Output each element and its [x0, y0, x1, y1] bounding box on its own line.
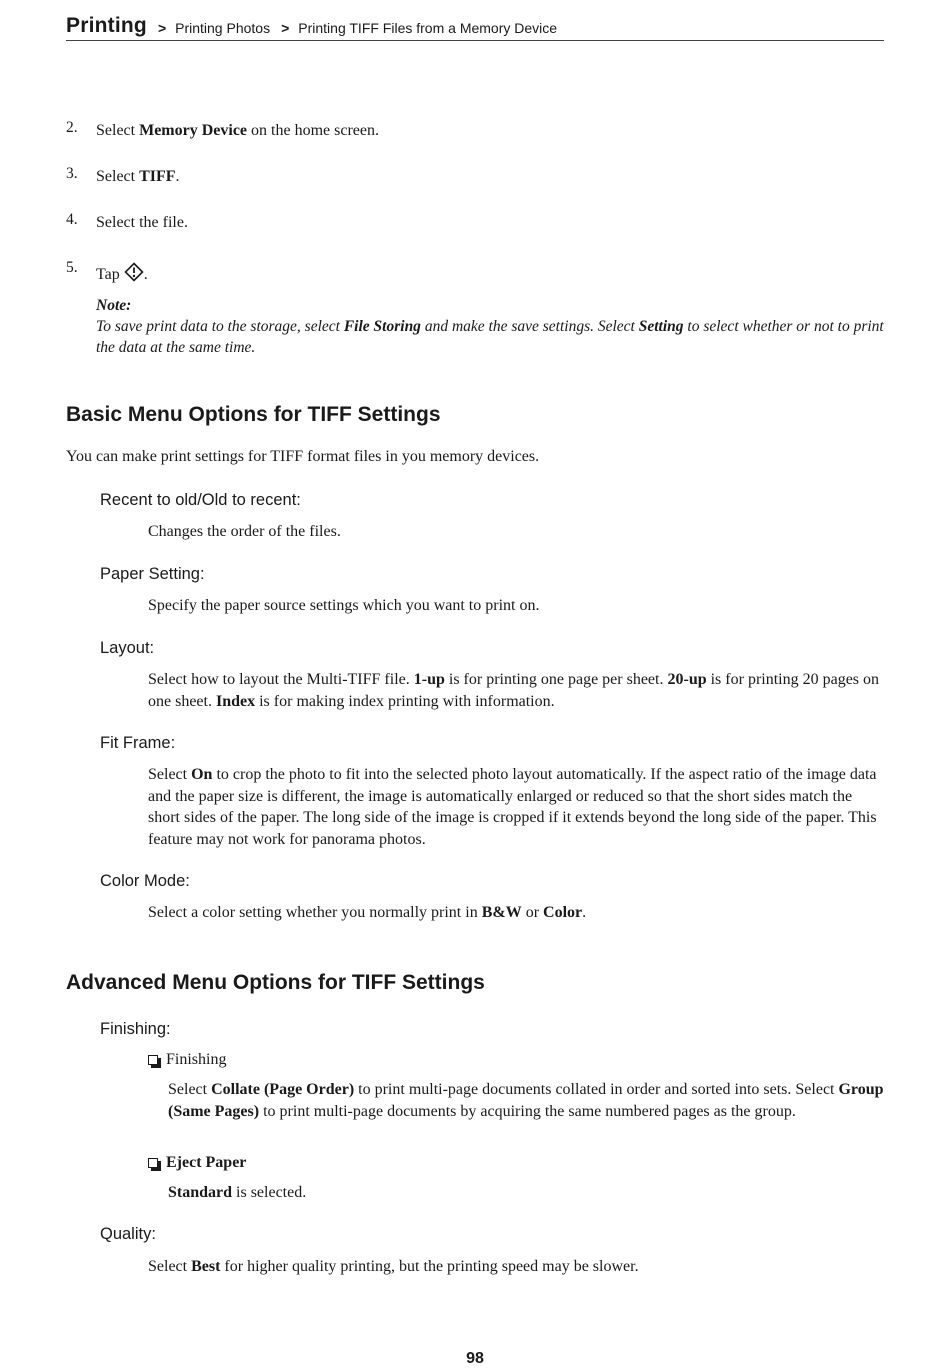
desc-text: for higher quality printing, but the printing speed may be slower.: [220, 1258, 639, 1275]
breadcrumb-separator: >: [281, 20, 290, 36]
breadcrumb-section: Printing: [66, 14, 147, 37]
desc-text: Select: [148, 766, 192, 783]
breadcrumb: [66, 12, 884, 41]
option-term-quality: Quality:: [100, 1225, 156, 1243]
page-number: 98: [466, 1350, 484, 1367]
step-text-part: .: [175, 168, 180, 185]
step-keyword: Memory Device: [139, 122, 248, 139]
step-text: Select the file.: [96, 214, 188, 231]
desc-keyword: Collate (Page Order): [211, 1081, 355, 1098]
option-term-finishing: Finishing:: [100, 1020, 171, 1038]
list-item-label: Finishing: [166, 1051, 227, 1068]
desc-text: .: [582, 904, 587, 921]
option-term-recent: Recent to old/Old to recent:: [100, 491, 301, 509]
note-text: To save print data to the storage, select: [96, 318, 344, 335]
desc-text: Select: [168, 1081, 212, 1098]
desc-keyword: Index: [215, 692, 256, 710]
breadcrumb-separator: >: [157, 20, 167, 36]
step-number: 3.: [66, 165, 78, 182]
step-text-part: Select: [96, 122, 140, 139]
step-number: 4.: [66, 211, 78, 228]
note-block: [96, 295, 886, 358]
step-text-part: .: [143, 266, 148, 283]
option-term-color-mode: Color Mode:: [100, 872, 190, 890]
checkbox-bullet-icon: [148, 1158, 158, 1168]
option-term-fit-frame: Fit Frame:: [100, 734, 176, 752]
step-number: 2.: [66, 119, 78, 136]
note-label: Note:: [96, 297, 132, 314]
note-text: and make the save settings. Select: [420, 318, 639, 335]
desc-text: to print multi-page documents by acquiring the same numbered pages as the group.: [259, 1102, 796, 1120]
list-item: [148, 1154, 246, 1172]
step-keyword: TIFF: [139, 168, 176, 185]
desc-text: is selected.: [232, 1184, 307, 1201]
step-number: 5.: [66, 259, 78, 276]
desc-text: to crop the photo to fit into the selected photo layout automatically. If the aspect ratio of the image data and the paper size is different, the image is automatically enlarged or reduced so that the short sides match the short sides of the paper. The long side of the image is cropped if it extends beyond the long side of the paper. This feature may not work for panorama photos.: [148, 766, 877, 848]
step-text: [96, 122, 379, 140]
step-text-part: Tap: [96, 266, 124, 283]
option-term-paper: Paper Setting:: [100, 565, 205, 583]
desc-keyword: Group (Same Pages): [168, 1081, 884, 1120]
desc-text: is for making index printing with information.: [255, 692, 555, 710]
option-term-layout: Layout:: [100, 639, 155, 657]
start-diamond-icon: [124, 262, 144, 287]
step-text: [96, 168, 180, 186]
desc-text: is for printing 20 pages on one sheet.: [148, 671, 880, 710]
note-keyword: Setting: [638, 318, 684, 335]
option-desc-layout: [148, 669, 888, 712]
desc-keyword: Color: [543, 904, 583, 921]
option-desc-fit-frame: [148, 764, 888, 850]
section-heading-basic: Basic Menu Options for TIFF Settings: [66, 403, 441, 426]
checkbox-bullet-icon: [148, 1055, 158, 1065]
breadcrumb-item-current: Printing TIFF Files from a Memory Device: [298, 20, 558, 36]
step-text-part: Select: [96, 168, 140, 185]
desc-text: to print multi-page documents collated in order and sorted into sets. Select: [354, 1081, 839, 1098]
section-heading-advanced: Advanced Menu Options for TIFF Settings: [66, 971, 485, 994]
list-item: [148, 1051, 226, 1069]
desc-keyword: 20-up: [667, 671, 707, 688]
desc-keyword: On: [191, 766, 213, 783]
desc-keyword: Standard: [168, 1184, 233, 1201]
note-keyword: File Storing: [343, 318, 421, 335]
section-intro: You can make print settings for TIFF format files in you memory devices.: [66, 448, 540, 465]
list-item-desc: [168, 1182, 886, 1204]
breadcrumb-item-printing-photos: Printing Photos: [175, 20, 271, 36]
note-text: to select whether or not to print the data at the same time.: [96, 318, 884, 356]
list-item-desc: [168, 1079, 886, 1122]
option-desc-recent: Changes the order of the files.: [148, 523, 341, 540]
option-desc-paper: Specify the paper source settings which you want to print on.: [148, 597, 540, 614]
desc-keyword: Best: [191, 1258, 221, 1275]
desc-text: Select a color setting whether you normally print in: [148, 904, 482, 921]
desc-keyword: 1-up: [413, 671, 445, 688]
list-item-label: Eject Paper: [166, 1154, 247, 1171]
step-text: [96, 262, 148, 287]
step-text-part: on the home screen.: [247, 122, 379, 139]
option-desc-quality: [148, 1256, 888, 1278]
desc-text: Select: [148, 1258, 192, 1275]
option-desc-color-mode: [148, 902, 888, 924]
desc-keyword: B&W: [481, 904, 522, 921]
desc-text: is for printing one page per sheet.: [444, 671, 668, 688]
desc-text: Select how to layout the Multi-TIFF file.: [148, 671, 414, 688]
desc-text: or: [521, 904, 544, 921]
